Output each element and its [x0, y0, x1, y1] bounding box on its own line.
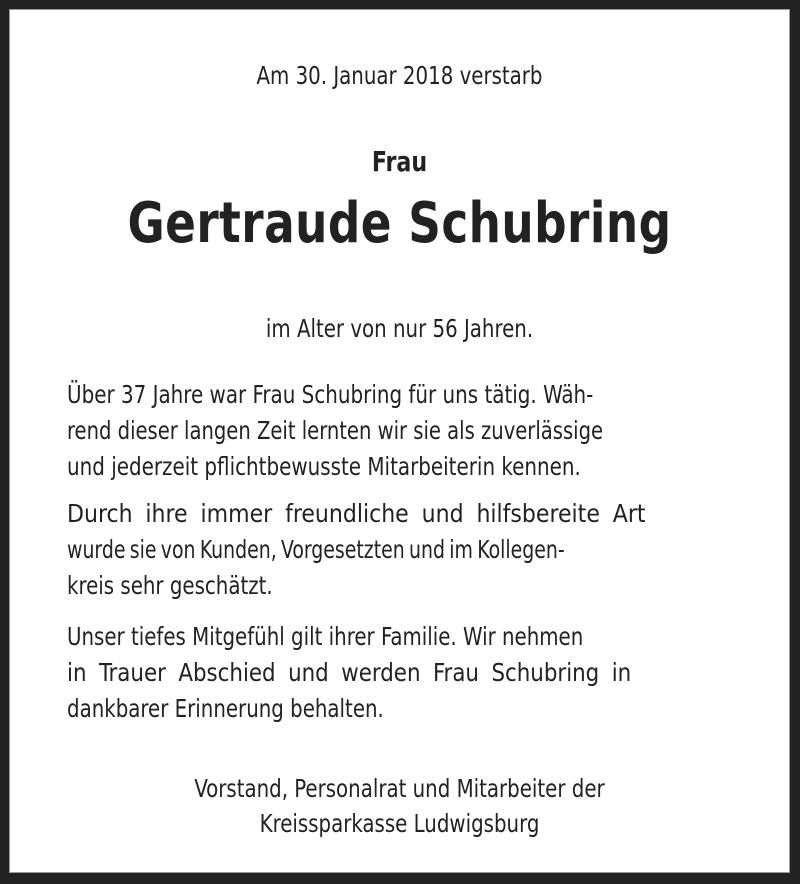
deceased-name: Gertraude Schubring [127, 191, 672, 256]
paragraph-line-text: in Trauer Abschied und werden Frau Schubring in [67, 658, 632, 687]
signature-line-2: Kreissparkasse Ludwigsburg [259, 809, 540, 838]
paragraph-line-text: Über 37 Jahre war Frau Schubring für uns tätig. Wäh- [67, 380, 594, 409]
paragraph-service [67, 377, 734, 485]
paragraph-line [67, 568, 734, 604]
paragraph-line [67, 413, 734, 449]
death-date-intro: Am 30. Januar 2018 verstarb [256, 61, 543, 90]
paragraph-line [67, 532, 734, 568]
paragraph-line [67, 691, 734, 727]
paragraph-character [67, 496, 734, 604]
signature-line-1: Vorstand, Personalrat und Mitarbeiter der [194, 774, 605, 803]
paragraph-line-text: Unser tiefes Mitgefühl gilt ihrer Familie. Wir nehmen [67, 622, 584, 651]
age-line: im Alter von nur 56 Jahren. [265, 314, 534, 343]
paragraph-line-text: kreis sehr geschätzt. [67, 571, 273, 600]
paragraph-line [67, 619, 734, 655]
paragraph-condolence [67, 619, 734, 727]
title-prefix: Frau [371, 145, 428, 178]
paragraph-line-text: wurde sie von Kunden, Vorgesetzten und im Kollegen- [67, 535, 565, 564]
obituary-notice [9, 9, 790, 873]
paragraph-line [67, 377, 734, 413]
paragraph-line [67, 655, 734, 691]
paragraph-line-text: rend dieser langen Zeit lernten wir sie als zuverlässige [67, 416, 604, 445]
paragraph-line-text: und jederzeit pflichtbewusste Mitarbeiterin kennen. [67, 452, 581, 481]
paragraph-line [67, 496, 734, 532]
paragraph-line-text: Durch ihre immer freundliche und hilfsbereite Art [67, 499, 646, 528]
paragraph-line-text: dankbarer Erinnerung behalten. [67, 694, 384, 723]
paragraph-line [67, 449, 734, 485]
